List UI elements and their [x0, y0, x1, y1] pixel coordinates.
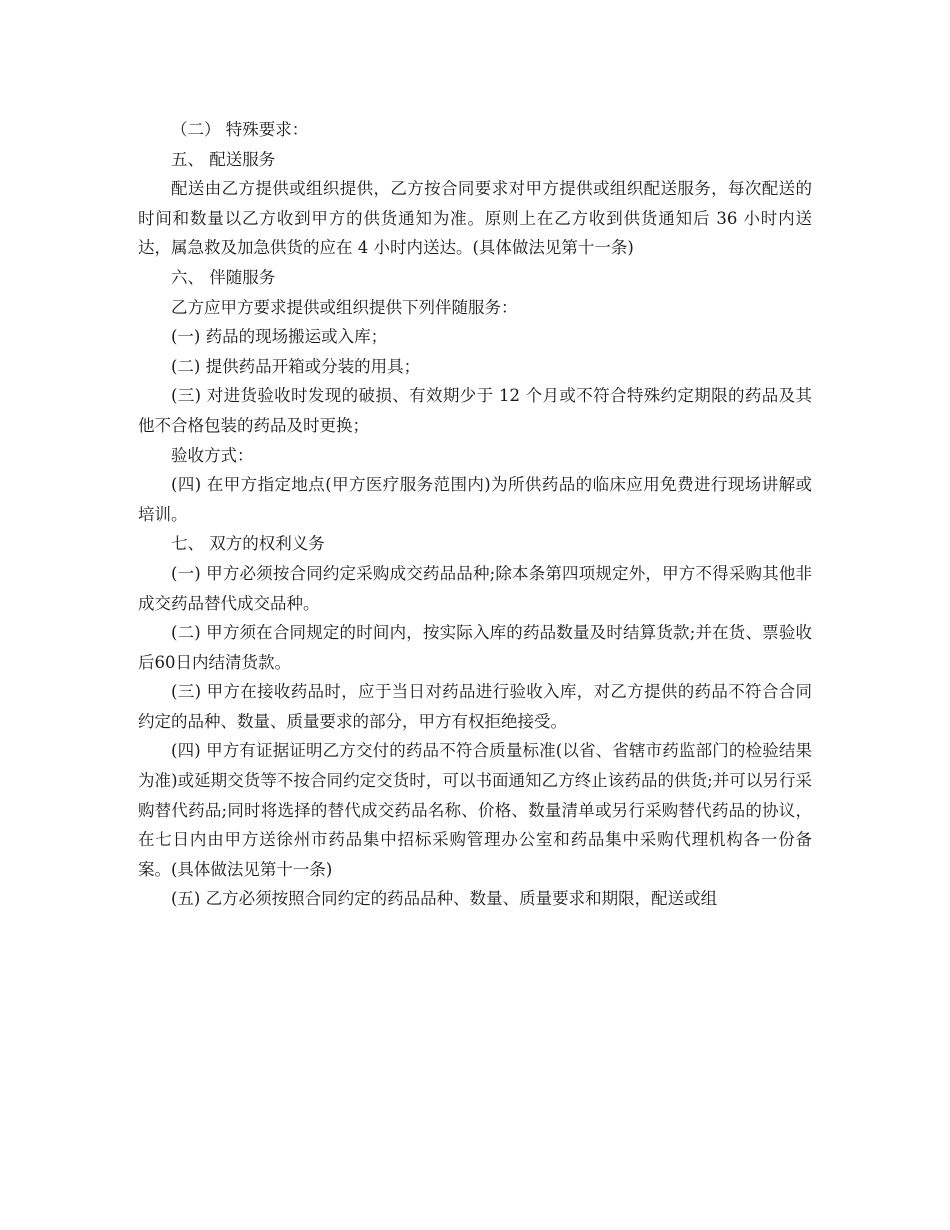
paragraph-accompanying-intro: 乙方应甲方要求提供或组织提供下列伴随服务：: [171, 297, 518, 317]
clause-supplier-obligation: (五) 乙方必须按照合同约定的药品品种、数量、质量要求和期限，配送或组: [171, 889, 718, 909]
heading-rights-obligations: 七、 双方的权利义务: [171, 534, 325, 554]
label-acceptance-method: 验收方式：: [171, 445, 254, 465]
heading-delivery-service: 五、 配送服务: [171, 149, 276, 169]
paragraph-delivery-terms: 配送由乙方提供或组织提供，乙方按合同要求对甲方提供或组织配送服务，每次配送的时间和数量以乙方收到甲方的供货通知为准。原则上在乙方收到供货通知后 36 小时内送达，属急救及加急供货的应在 4 小时内送达。(具体做法见第十一条): [138, 179, 812, 258]
list-item-replacement: (三) 对进货验收时发现的破损、有效期少于 12 个月或不符合特殊约定期限的药品及其他不合格包装的药品及时更换；: [138, 386, 812, 435]
clause-payment: (二) 甲方须在合同规定的时间内，按实际入库的药品数量及时结算货款;并在货、票验收后60日内结清货款。: [138, 623, 812, 672]
clause-acceptance: (三) 甲方在接收药品时，应于当日对药品进行验收入库，对乙方提供的药品不符合合同约定的品种、数量、质量要求的部分，甲方有权拒绝接受。: [138, 682, 812, 731]
heading-accompanying-service: 六、 伴随服务: [171, 267, 276, 287]
clause-purchase-obligation: (一) 甲方必须按合同约定采购成交药品品种;除本条第四项规定外，甲方不得采购其他非成交药品替代成交品种。: [138, 563, 812, 613]
list-item-training: (四) 在甲方指定地点(甲方医疗服务范围内)为所供药品的临床应用免费进行现场讲解或培训。: [138, 475, 812, 524]
document-body: [138, 115, 812, 914]
list-item-handling: (一) 药品的现场搬运或入库；: [171, 327, 388, 347]
list-item-tools: (二) 提供药品开箱或分装的用具；: [171, 356, 421, 376]
clause-termination: (四) 甲方有证据证明乙方交付的药品不符合质量标准(以省、省辖市药监部门的检验结果为准)或延期交货等不按合同约定交货时，可以书面通知乙方终止该药品的供货;并可以另行采购替代药品;同时将选择的替代成交药品名称、价格、数量清单或另行采购替代药品的协议，在七日内由甲方送徐州市药品集中招标采购管理办公室和药品集中采购代理机构各一份备案。(具体做法见第十一条): [138, 741, 812, 879]
paragraph-special-requirements: （二） 特殊要求：: [171, 120, 309, 139]
